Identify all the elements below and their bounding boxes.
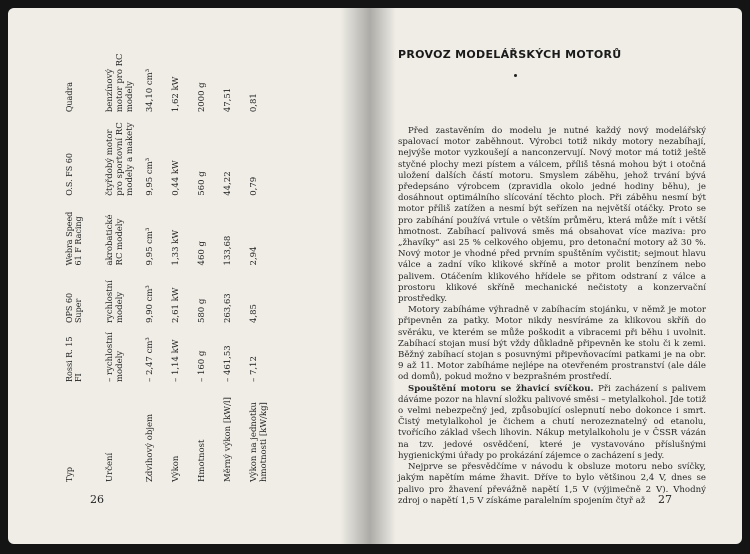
table-cell: 34,10 cm³ — [145, 68, 155, 113]
gutter-shadow — [340, 8, 370, 544]
header-cell: Typ — [65, 467, 74, 482]
table-cell: 4,85 — [249, 304, 259, 324]
paragraph: Nejprve se přesvědčíme v návodu k obsluze motoru nebo svíčky, jakým napětím máme žhavit. Dříve to bylo většinou 2,4 V, dnes se palivo pro žhavení převážně napětí 1,5 V (výjimečně 2 V). Vhodný zdroj o napětí 1,5 V získáme paralelním spojením čtyř až — [398, 462, 706, 506]
header-cell: OPS 60 Super — [65, 292, 83, 324]
table-row — [247, 46, 287, 486]
table-cell: 1,33 kW — [171, 229, 181, 266]
header-cell: Rossi R. 15 FI — [65, 336, 83, 382]
table-cell: – 1,14 kW — [171, 339, 181, 382]
page-number-right: 27 — [658, 493, 672, 506]
row-label: Výkon na jednotku hmotnosti [kW/kg] — [249, 401, 269, 482]
row-label: Hmotnost — [197, 439, 207, 482]
table-cell: 0,79 — [249, 176, 259, 196]
table-row — [169, 46, 195, 486]
row-label: Zdvihový objem — [145, 413, 155, 482]
table-cell: 9,95 cm³ — [145, 227, 155, 266]
table-cell: 9,90 cm³ — [145, 285, 155, 324]
row-label: Určení — [105, 452, 115, 482]
table-header-row — [63, 46, 103, 486]
body-text — [398, 126, 706, 507]
print-speck — [514, 74, 517, 77]
paragraph-rest: Při zacházení s palivem dáváme pozor na hlavní složku palivové směsi – metylalkohol. Jde totiž o velmi nebezpečný jed, způsobující oslepnutí nebo dokonce i smrt. Čistý metylalkohol je čichem a chutí nerozeznatelný od etanolu, tvořícího základ všech lihovin. Nákup metylalkoholu je v ČSSR vázán na tzv. jedové osvědčení, které je vystavováno příslušnými hygienickými úřady po prokázání zájemce o zacházení s jedy. — [398, 383, 706, 461]
header-cell: Webra Speed 61 F Racing — [65, 211, 83, 266]
table-cell: rychlostní modely — [105, 280, 125, 324]
paragraph: Motory zabíháme výhradně v zabíhacím stojánku, v němž je motor připevněn za patky. Motor nikdy nesvíráme za klikovou skříň do svěráku, ve kterém se může poškodit a vibracemi při běhu i uvolnit. Zabíhací stojan musí být vždy důkladně připevněn ke stolu či k zemi. Běžný zabíhací stojan s posuvnými připevňovacími patkami je na obr. 9 až 11. Motor zabíháme nejlépe na otevřeném prostranství (ale dále od domů), pokud možno v bezprašném prostředí. — [398, 305, 706, 383]
table-cell: – 2,47 cm³ — [145, 337, 155, 382]
table-cell: 560 g — [197, 171, 207, 196]
right-page — [370, 8, 742, 544]
left-page — [8, 8, 370, 544]
paragraph-with-heading — [398, 384, 706, 462]
table-row — [195, 46, 221, 486]
table-cell: 263,63 — [223, 293, 233, 324]
header-cell: Quadra — [65, 81, 74, 113]
table-cell: – rychlostní modely — [105, 332, 125, 382]
table-row — [221, 46, 247, 486]
table-cell: benzínový motor pro RC modely — [105, 53, 135, 113]
engine-comparison-table — [63, 46, 287, 486]
rotated-engine-table — [63, 46, 333, 486]
table-cell: čtyřdobý motor pro sportovní RC modely a makety — [105, 122, 135, 196]
header-cell: O.S. FS 60 — [65, 153, 74, 196]
row-label: Výkon — [171, 455, 181, 482]
paragraph: Před zastavěním do modelu je nutné každý nový modelářský spalovací motor zaběhnout. Výrobci totiž nikdy motory nezabíhají, nejvýše motor vyzkoušejí a nanconzervují. Nový motor má totiž ještě styčné plochy mezi pístem a válcem, příliš těsná mohou být i otočná uložení dalších částí motoru. Smyslem záběhu, jehož trvání bývá předepsáno výrobcem (zpravidla okolo jedné hodiny běhu), je dosáhnout optimálního slícování těchto ploch. Při záběhu nesmí být motor příliš zatížen a nesmí být seřízen na největší otáčky. Proto se pro zabíhání používá vrtule o větším průměru, která může mít i větší hmotnost. Zabíhací palivová směs má obsahovat více maziva: pro „žhavíky“ asi 25 % celkového objemu, pro detonační motory až 30 %. Nový motor je vhodné před prvním spuštěním vyčistit; sejmout hlavu válce a zadní víko klikové skříně a motor prolit benzínem nebo palivem. Otáčením klikového hřídele se přitom odstraní z válce a prostoru klikové skříně mechanické nečistoty a konzervační prostředky. — [398, 126, 706, 305]
inline-heading: Spouštění motoru se žhavicí svíčkou. — [408, 383, 594, 394]
table-cell: 47,51 — [223, 87, 233, 113]
table-cell: – 461,53 — [223, 345, 233, 382]
table-cell: – 160 g — [197, 350, 207, 382]
table-row — [143, 46, 169, 486]
table-cell: 2,61 kW — [171, 287, 181, 324]
page-number-left: 26 — [90, 493, 104, 506]
table-cell: 580 g — [197, 298, 207, 324]
table-cell: 44,22 — [223, 171, 233, 196]
row-label: Měrný výkon [kW/l] — [223, 397, 233, 482]
table-cell: 0,44 kW — [171, 160, 181, 196]
gutter-shadow — [370, 8, 396, 544]
chapter-title: PROVOZ MODELÁŘSKÝCH MOTORŮ — [398, 48, 622, 61]
table-cell: 1,62 kW — [171, 76, 181, 113]
table-cell: akrobatické RC modely — [105, 214, 125, 266]
table-cell: 9,95 cm³ — [145, 157, 155, 196]
table-cell: 2,94 — [249, 246, 259, 266]
table-cell: 133,68 — [223, 235, 233, 266]
table-cell: – 7,12 — [249, 356, 259, 382]
table-row — [103, 46, 143, 486]
table-cell: 460 g — [197, 241, 207, 266]
table-cell: 0,81 — [249, 93, 259, 113]
table-cell: 2000 g — [197, 82, 207, 113]
